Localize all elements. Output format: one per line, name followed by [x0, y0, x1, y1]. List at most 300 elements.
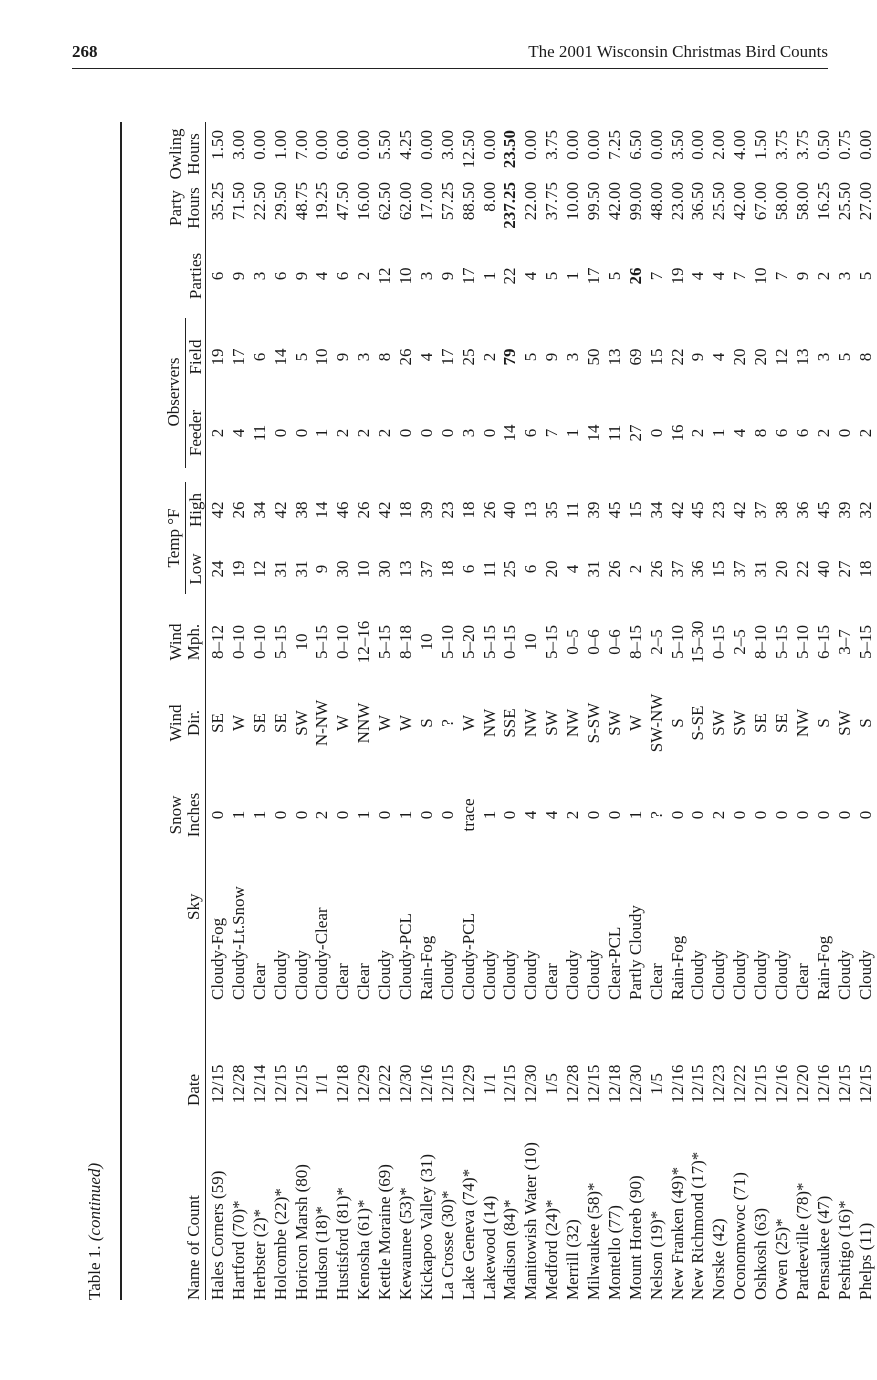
cell-sky: Cloudy-PCL — [458, 913, 478, 1000]
cell-parties: 9 — [228, 271, 248, 281]
cell-field: 13 — [792, 348, 812, 366]
cell-sky: Cloudy — [437, 949, 457, 1000]
header-rule — [72, 68, 828, 69]
cell-wind-dir: W — [458, 714, 478, 732]
cell-owling-hours: 0.50 — [813, 130, 833, 160]
cell-wind-dir: W — [625, 714, 645, 732]
cell-sky: Cloudy-PCL — [396, 913, 416, 1000]
cell-high: 42 — [208, 501, 227, 519]
cell-sky: Clear — [333, 963, 353, 1000]
cell-date: 12/22 — [375, 1064, 395, 1104]
cell-party-hours: 37.75 — [542, 182, 562, 221]
cell-parties: 4 — [709, 271, 729, 281]
cell-low: 31 — [584, 560, 604, 578]
cell-parties: 19 — [667, 267, 687, 285]
cell-date: 12/16 — [667, 1064, 687, 1104]
cell-wind-dir: SW — [730, 710, 750, 736]
cell-name: Oshkosh (63) — [751, 1207, 771, 1300]
cell-high: 38 — [772, 501, 792, 519]
cell-wind-mph: 0–10 — [333, 625, 353, 659]
cell-snow: 4 — [542, 810, 562, 820]
cell-wind-mph: 8–18 — [396, 625, 416, 659]
cell-parties: 3 — [416, 271, 436, 281]
cell-name: Mount Horeb (90) — [625, 1175, 645, 1300]
cell-high: 35 — [542, 501, 562, 519]
cell-feeder: 11 — [604, 424, 624, 442]
cell-date: 1/5 — [646, 1073, 666, 1095]
cell-wind-dir: SE — [751, 713, 771, 733]
cell-field: 3 — [354, 352, 374, 362]
cell-snow: 0 — [834, 810, 854, 820]
col-header-name: Name of Count — [184, 1195, 203, 1300]
table-row — [772, 130, 793, 1300]
cell-snow: 0 — [584, 810, 604, 820]
cell-feeder: 4 — [228, 428, 248, 438]
cell-feeder: 0 — [479, 428, 499, 438]
cell-sky: Cloudy-Fog — [208, 917, 227, 1000]
cell-name: Kewaunee (53)* — [396, 1187, 416, 1300]
table-row — [814, 130, 835, 1300]
cell-owling-hours: 3.50 — [667, 130, 687, 160]
cell-name: Oconomowoc (71) — [730, 1172, 750, 1300]
cell-owling-hours: 3.00 — [228, 130, 248, 160]
cell-wind-mph: 5–15 — [479, 625, 499, 659]
cell-wind-dir: W — [375, 714, 395, 732]
cell-wind-mph: 2–5 — [646, 629, 666, 655]
cell-wind-mph: 5–10 — [437, 625, 457, 659]
cell-parties: 7 — [730, 271, 750, 281]
cell-parties: 6 — [333, 271, 353, 281]
cell-high: 42 — [667, 501, 687, 519]
cell-owling-hours: 5.50 — [375, 130, 395, 160]
cell-low: 40 — [813, 560, 833, 578]
cell-snow: 1 — [479, 810, 499, 820]
table-row — [417, 130, 438, 1300]
cell-sky: Cloudy — [730, 949, 750, 1000]
cell-name: Lake Geneva (74)* — [458, 1168, 478, 1300]
cell-field: 3 — [813, 352, 833, 362]
cell-field: 6 — [249, 352, 269, 362]
cell-wind-dir: N-NW — [312, 699, 332, 747]
cell-wind-mph: 10 — [521, 633, 541, 651]
cell-field: 9 — [542, 352, 562, 362]
cell-wind-mph: 8–15 — [625, 625, 645, 659]
caption-label: Table 1. — [85, 1245, 104, 1300]
col-header-wind-mph: Wind Mph. — [166, 623, 203, 661]
cell-sky: Clear — [249, 963, 269, 1000]
cell-sky: Cloudy — [772, 949, 792, 1000]
cell-wind-dir: S — [667, 718, 687, 728]
cell-low: 13 — [396, 560, 416, 578]
cell-feeder: 6 — [521, 428, 541, 438]
cell-name: Medford (24)* — [542, 1199, 562, 1300]
cell-parties: 6 — [208, 271, 227, 281]
cell-wind-mph: 0–6 — [584, 629, 604, 655]
cell-date: 12/20 — [792, 1064, 812, 1104]
cell-wind-mph: 5–20 — [458, 625, 478, 659]
cell-field: 2 — [479, 352, 499, 362]
cell-name: Milwaukee (58)* — [584, 1182, 604, 1300]
cell-sky: Cloudy — [500, 949, 520, 1000]
cell-low: 27 — [834, 560, 854, 578]
cell-date: 12/28 — [228, 1064, 248, 1104]
cell-wind-mph: 12–16 — [354, 620, 374, 664]
cell-low: 36 — [688, 560, 708, 578]
cell-date: 12/14 — [249, 1064, 269, 1104]
cell-field: 20 — [751, 348, 771, 366]
cell-parties: 1 — [563, 271, 583, 281]
cell-name: Norske (42) — [709, 1218, 729, 1300]
table-row — [438, 130, 459, 1300]
cell-low: 31 — [270, 560, 290, 578]
cell-low: 37 — [667, 560, 687, 578]
cell-name: Kettle Moraine (69) — [375, 1164, 395, 1300]
cell-feeder: 11 — [249, 424, 269, 442]
cell-field: 8 — [855, 352, 875, 362]
col-header-party-hours: Party Hours — [166, 187, 203, 229]
table-row — [793, 130, 814, 1300]
cell-party-hours: 67.00 — [751, 182, 771, 221]
cell-snow: 2 — [709, 810, 729, 820]
cell-high: 42 — [375, 501, 395, 519]
cell-owling-hours: 6.50 — [625, 130, 645, 160]
cell-low: 10 — [354, 560, 374, 578]
cell-sky: Cloudy-Lt.Snow — [228, 886, 248, 1000]
cell-snow: ? — [646, 811, 666, 819]
cell-feeder: 1 — [312, 428, 332, 438]
cell-low: 12 — [249, 560, 269, 578]
cell-high: 36 — [792, 501, 812, 519]
cell-snow: 0 — [667, 810, 687, 820]
cell-name: New Franken (49)* — [667, 1166, 687, 1300]
cell-wind-dir: NW — [792, 708, 812, 738]
cell-parties: 9 — [792, 271, 812, 281]
table-row — [521, 130, 542, 1300]
cell-name: Madison (84)* — [500, 1199, 520, 1300]
cell-snow: 4 — [521, 810, 541, 820]
cell-feeder: 0 — [834, 428, 854, 438]
cell-date: 1/1 — [479, 1073, 499, 1095]
cell-owling-hours: 0.00 — [479, 130, 499, 160]
cell-owling-hours: 7.25 — [604, 130, 624, 160]
col-header-wind-dir: Wind Dir. — [166, 704, 203, 742]
cell-wind-dir: S-SE — [688, 705, 708, 741]
cell-feeder: 7 — [542, 428, 562, 438]
cell-owling-hours: 4.00 — [730, 130, 750, 160]
col-header-snow: Snow Inches — [166, 792, 203, 838]
cell-wind-dir: SW — [834, 710, 854, 736]
cell-date: 12/15 — [270, 1064, 290, 1104]
cell-owling-hours: 3.75 — [542, 130, 562, 160]
cell-parties: 4 — [521, 271, 541, 281]
cell-snow: 0 — [772, 810, 792, 820]
cell-high: 38 — [291, 501, 311, 519]
cell-sky: Cloudy — [584, 949, 604, 1000]
cell-wind-dir: NW — [521, 708, 541, 738]
cell-wind-dir: W — [333, 714, 353, 732]
cell-low: 19 — [228, 560, 248, 578]
cell-parties: 7 — [646, 271, 666, 281]
cell-low: 30 — [333, 560, 353, 578]
cell-wind-mph: 8–10 — [751, 625, 771, 659]
cell-parties: 26 — [625, 267, 645, 285]
table-row — [459, 130, 480, 1300]
table-row — [354, 130, 375, 1300]
cell-wind-dir: SE — [270, 713, 290, 733]
cell-feeder: 6 — [772, 428, 792, 438]
table-row — [375, 130, 396, 1300]
cell-high: 46 — [333, 501, 353, 519]
cell-high: 13 — [521, 501, 541, 519]
cell-low: 11 — [479, 560, 499, 578]
cell-date: 12/16 — [772, 1064, 792, 1104]
cell-owling-hours: 1.50 — [208, 130, 227, 160]
cell-wind-mph: 0–10 — [249, 625, 269, 659]
rotated-table-panel — [85, 128, 875, 1300]
cell-feeder: 6 — [792, 428, 812, 438]
col-group-temp: Temp °F — [164, 508, 183, 568]
cell-wind-mph: 2–5 — [730, 629, 750, 655]
cell-wind-mph: 8–12 — [208, 625, 227, 659]
cell-party-hours: 25.50 — [709, 182, 729, 221]
running-head: The 2001 Wisconsin Christmas Bird Counts — [528, 42, 828, 61]
table-row — [584, 130, 605, 1300]
cell-wind-dir: SE — [208, 713, 227, 733]
cell-party-hours: 62.50 — [375, 182, 395, 221]
cell-low: 18 — [855, 560, 875, 578]
cell-high: 11 — [563, 501, 583, 519]
cell-low: 9 — [312, 564, 332, 574]
cell-high: 39 — [834, 501, 854, 519]
cell-wind-dir: SE — [772, 713, 792, 733]
cell-wind-mph: 0–6 — [604, 629, 624, 655]
cell-sky: Cloudy — [563, 949, 583, 1000]
cell-snow: 0 — [437, 810, 457, 820]
cell-owling-hours: 1.50 — [751, 130, 771, 160]
cell-owling-hours: 0.00 — [584, 130, 604, 160]
cell-snow: 2 — [563, 810, 583, 820]
cell-feeder: 0 — [270, 428, 290, 438]
cell-party-hours: 99.00 — [625, 182, 645, 221]
cell-snow: 0 — [688, 810, 708, 820]
cell-wind-dir: NW — [479, 708, 499, 738]
cell-wind-dir: W — [396, 714, 416, 732]
cell-wind-dir: SW-NW — [646, 693, 666, 753]
cell-date: 12/18 — [333, 1064, 353, 1104]
cell-parties: 5 — [604, 271, 624, 281]
cell-sky: Cloudy — [834, 949, 854, 1000]
caption-suffix: (continued) — [85, 1162, 104, 1242]
table-row — [229, 130, 250, 1300]
cell-owling-hours: 0.00 — [354, 130, 374, 160]
cell-wind-mph: 0–5 — [563, 629, 583, 655]
cell-feeder: 27 — [625, 424, 645, 442]
cell-date: 12/28 — [563, 1064, 583, 1104]
cell-wind-dir: S-SW — [584, 702, 604, 744]
cell-owling-hours: 0.00 — [688, 130, 708, 160]
cell-name: Pardeeville (78)* — [792, 1182, 812, 1300]
cell-name: Herbster (2)* — [249, 1208, 269, 1300]
cell-high: 45 — [604, 501, 624, 519]
cell-party-hours: 88.50 — [458, 182, 478, 221]
table-row — [271, 130, 292, 1300]
cell-party-hours: 16.25 — [813, 182, 833, 221]
cell-field: 17 — [228, 348, 248, 366]
cell-high: 42 — [270, 501, 290, 519]
cell-parties: 6 — [270, 271, 290, 281]
cell-sky: Cloudy — [375, 949, 395, 1000]
cell-owling-hours: 0.75 — [834, 130, 854, 160]
cell-party-hours: 36.50 — [688, 182, 708, 221]
cell-name: Lakewood (14) — [479, 1195, 499, 1300]
cell-snow: 1 — [396, 810, 416, 820]
cell-party-hours: 58.00 — [792, 182, 812, 221]
cell-low: 22 — [792, 560, 812, 578]
cell-wind-dir: ? — [437, 719, 457, 727]
cell-sky: Rain-Fog — [813, 935, 833, 1000]
cell-high: 32 — [855, 501, 875, 519]
cell-sky: Cloudy — [291, 949, 311, 1000]
col-group-observers: Observers — [164, 357, 183, 427]
cell-name: La Crosse (30)* — [437, 1190, 457, 1300]
table-row — [480, 130, 501, 1300]
cell-low: 31 — [751, 560, 771, 578]
cell-wind-mph: 5–15 — [542, 625, 562, 659]
cell-snow: 0 — [270, 810, 290, 820]
cell-low: 4 — [563, 564, 583, 574]
cell-owling-hours: 3.00 — [437, 130, 457, 160]
cell-low: 2 — [625, 564, 645, 574]
table-row — [709, 130, 730, 1300]
table-row — [500, 130, 521, 1300]
col-header-date: Date — [184, 1073, 203, 1106]
cell-snow: 0 — [500, 810, 520, 820]
cell-snow: trace — [458, 798, 478, 832]
cell-field: 69 — [625, 348, 645, 366]
cell-field: 14 — [270, 348, 290, 366]
table-body — [208, 130, 877, 1300]
cell-name: Montello (77) — [604, 1205, 624, 1300]
cell-wind-mph: 0–15 — [709, 625, 729, 659]
cell-parties: 22 — [500, 267, 520, 285]
cell-sky: Cloudy-Clear — [312, 907, 332, 1000]
cell-field: 4 — [416, 352, 436, 362]
cell-low: 30 — [375, 560, 395, 578]
cell-date: 12/30 — [625, 1064, 645, 1104]
cell-party-hours: 58.00 — [772, 182, 792, 221]
cell-snow: 0 — [333, 810, 353, 820]
cell-feeder: 2 — [813, 428, 833, 438]
cell-field: 50 — [584, 348, 604, 366]
table-row — [396, 130, 417, 1300]
cell-high: 23 — [437, 501, 457, 519]
cell-name: Kenosha (61)* — [354, 1199, 374, 1300]
table-row — [856, 130, 877, 1300]
cell-owling-hours: 4.25 — [396, 130, 416, 160]
cell-feeder: 1 — [709, 428, 729, 438]
cell-field: 12 — [772, 348, 792, 366]
table-caption — [85, 1163, 105, 1300]
col-header-temp-high: High — [186, 493, 205, 527]
cell-party-hours: 42.00 — [604, 182, 624, 221]
cell-feeder: 0 — [646, 428, 666, 438]
cell-feeder: 16 — [667, 424, 687, 442]
cell-party-hours: 29.50 — [270, 182, 290, 221]
cell-name: Horicon Marsh (80) — [291, 1164, 311, 1300]
cell-date: 12/15 — [751, 1064, 771, 1104]
table-top-rule — [120, 122, 122, 1300]
cell-feeder: 1 — [563, 428, 583, 438]
cell-name: Manitowish Water (10) — [521, 1142, 541, 1300]
cell-owling-hours: 0.00 — [646, 130, 666, 160]
cell-wind-dir: SW — [291, 710, 311, 736]
cell-wind-mph: 5–15 — [312, 625, 332, 659]
cell-snow: 0 — [730, 810, 750, 820]
cell-date: 12/15 — [855, 1064, 875, 1104]
cell-snow: 0 — [604, 810, 624, 820]
cell-snow: 1 — [625, 810, 645, 820]
cell-owling-hours: 2.00 — [709, 130, 729, 160]
cell-wind-dir: SSE — [500, 708, 520, 738]
cell-wind-mph: 10 — [416, 633, 436, 651]
table-row — [542, 130, 563, 1300]
cell-wind-mph: 0–15 — [500, 625, 520, 659]
cell-low: 26 — [646, 560, 666, 578]
cell-snow: 0 — [792, 810, 812, 820]
col-header-owling-hours: Owling Hours — [166, 128, 203, 180]
cell-parties: 3 — [834, 271, 854, 281]
cell-party-hours: 57.25 — [437, 182, 457, 221]
cell-snow: 1 — [228, 810, 248, 820]
cell-sky: Rain-Fog — [416, 935, 436, 1000]
table-row — [292, 130, 313, 1300]
cell-owling-hours: 0.00 — [563, 130, 583, 160]
cell-owling-hours: 0.00 — [416, 130, 436, 160]
cell-name: Kickapoo Valley (31) — [416, 1153, 436, 1300]
cell-party-hours: 17.00 — [416, 182, 436, 221]
cell-party-hours: 47.50 — [333, 182, 353, 221]
cell-snow: 0 — [855, 810, 875, 820]
cell-date: 12/15 — [208, 1064, 227, 1104]
cell-parties: 2 — [354, 271, 374, 281]
cell-owling-hours: 7.00 — [291, 130, 311, 160]
cell-sky: Cloudy — [855, 949, 875, 1000]
cell-feeder: 8 — [751, 428, 771, 438]
cell-high: 26 — [228, 501, 248, 519]
cell-feeder: 2 — [855, 428, 875, 438]
cell-sky: Cloudy — [751, 949, 771, 1000]
cell-wind-dir: SW — [542, 710, 562, 736]
cell-wind-dir: NNW — [354, 702, 374, 744]
cell-field: 19 — [208, 348, 227, 366]
cell-high: 34 — [249, 501, 269, 519]
cell-feeder: 0 — [437, 428, 457, 438]
cell-party-hours: 48.00 — [646, 182, 666, 221]
table-row — [250, 130, 271, 1300]
cell-sky: Cloudy — [709, 949, 729, 1000]
cell-low: 31 — [291, 560, 311, 578]
cell-owling-hours: 0.00 — [312, 130, 332, 160]
cell-party-hours: 71.50 — [228, 182, 248, 221]
cell-sky: Clear-PCL — [604, 926, 624, 1000]
cell-party-hours: 27.00 — [855, 182, 875, 221]
cell-high: 23 — [709, 501, 729, 519]
cell-party-hours: 99.50 — [584, 182, 604, 221]
cell-parties: 4 — [688, 271, 708, 281]
cell-sky: Clear — [542, 963, 562, 1000]
cell-party-hours: 25.50 — [834, 182, 854, 221]
table-row — [626, 130, 647, 1300]
